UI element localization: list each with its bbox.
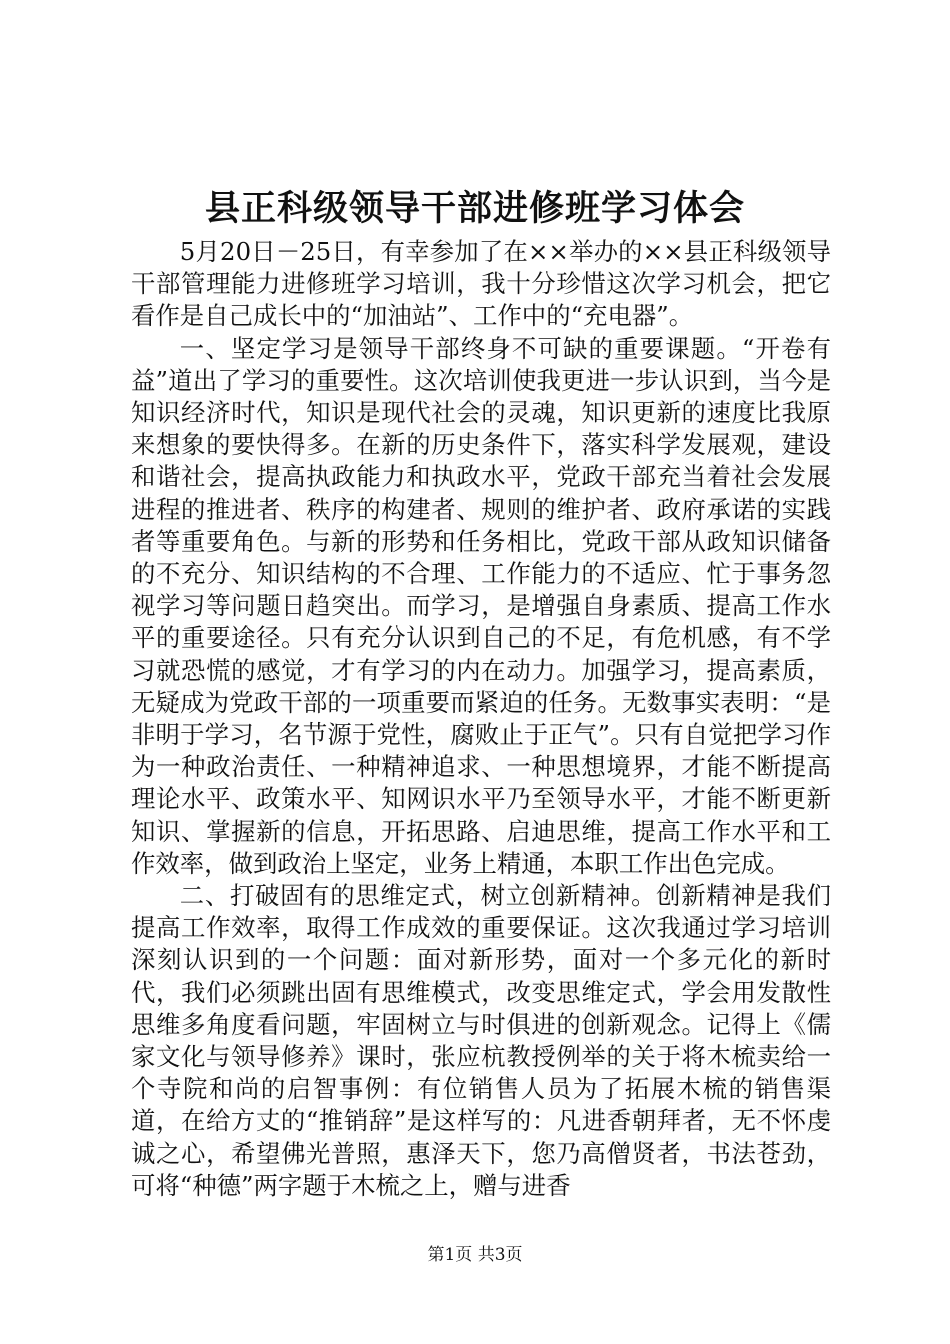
paragraph-intro: 5月20日－25日，有幸参加了在××举办的××县正科级领导干部管理能力进修班学习培训，我十分珍惜这次学习机会，把它看作是自己成长中的“加油站”、工作中的“充电器”。 bbox=[131, 237, 831, 331]
paragraph-section-one: 一、坚定学习是领导干部终身不可缺的重要课题。“开卷有益”道出了学习的重要性。这次培训使我更进一步认识到，当今是知识经济时代，知识是现代社会的灵魂，知识更新的速度比我原来想象的要快得多。在新的历史条件下，落实科学发展观，建设和谐社会，提高执政能力和执政水平，党政干部充当着社会发展进程的推进者、秩序的构建者、规则的维护者、政府承诺的实践者等重要角色。与新的形势和任务相比，党政干部从政知识储备的不充分、知识结构的不合理、工作能力的不适应、忙于事务忽视学习等问题日趋突出。而学习，是增强自身素质、提高工作水平的重要途径。只有充分认识到自己的不足，有危机感，有不学习就恐慌的感觉，才有学习的内在动力。加强学习，提高素质，无疑成为党政干部的一项重要而紧迫的任务。无数事实表明：“是非明于学习，名节源于党性，腐败止于正气”。只有自觉把学习作为一种政治责任、一种精神追求、一种思想境界，才能不断提高理论水平、政策水平、知网识水平乃至领导水平，才能不断更新知识、掌握新的信息，开拓思路、启迪思维，提高工作水平和工作效率，做到政治上坚定，业务上精通，本职工作出色完成。 bbox=[131, 333, 831, 878]
document-body bbox=[131, 236, 831, 1202]
page-number-footer: 第1页 共3页 bbox=[427, 1245, 523, 1265]
paragraph-section-two: 二、打破固有的思维定式，树立创新精神。创新精神是我们提高工作效率，取得工作成效的重要保证。这次我通过学习培训深刻认识到的一个问题：面对新形势，面对一个多元化的新时代，我们必须跳出固有思维模式，改变思维定式，学会用发散性思维多角度看问题，牢固树立与时俱进的创新观念。记得上《儒家文化与领导修养》课时，张应杭教授例举的关于将木梳卖给一个寺院和尚的启智事例：有位销售人员为了拓展木梳的销售渠道，在给方丈的“推销辞”是这样写的：凡进香朝拜者，无不怀虔诚之心，希望佛光普照，惠泽天下，您乃高僧贤者，书法苍劲，可将“种德”两字题于木梳之上，赠与进香 bbox=[131, 881, 831, 1200]
document-title: 县正科级领导干部进修班学习体会 bbox=[204, 188, 745, 229]
